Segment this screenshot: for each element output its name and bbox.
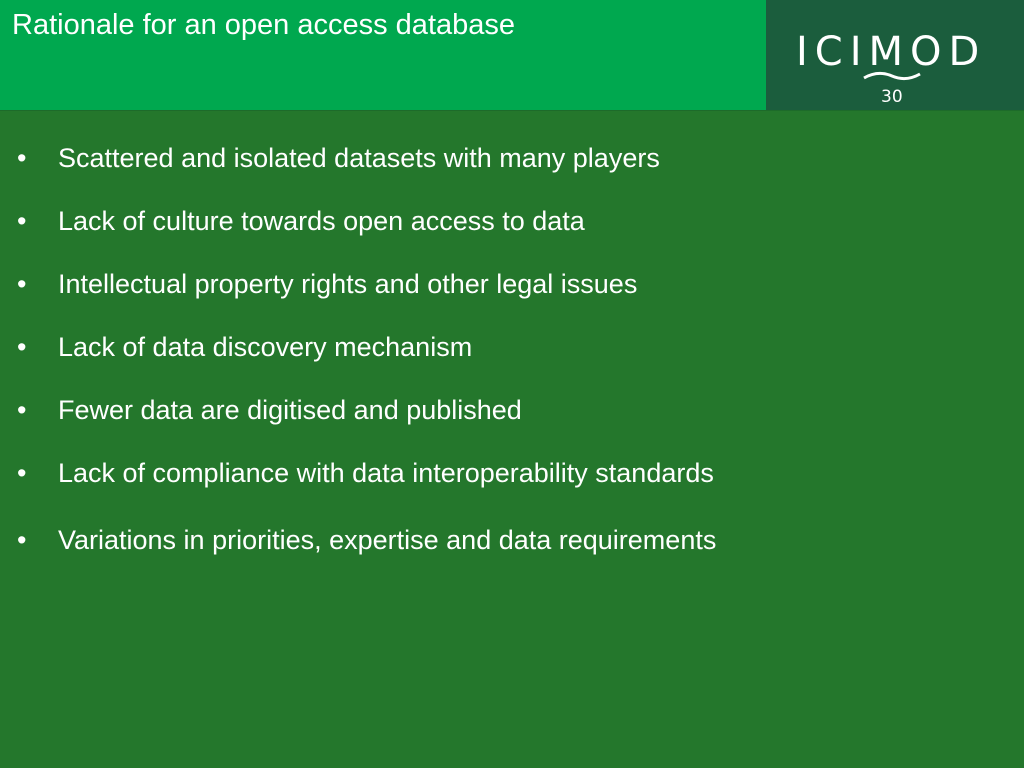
list-item [0,201,1000,264]
bullet-text: Fewer data are digitised and published [58,395,522,425]
bullet-icon: • [17,206,27,236]
bullet-text: Intellectual property rights and other legal issues [58,269,638,299]
list-item [0,390,1000,453]
bullet-text: Variations in priorities, expertise and data requirements [58,525,717,555]
bullet-text: Lack of compliance with data interoperability standards [58,458,714,488]
bullet-icon: • [17,332,27,362]
bullet-icon: • [17,525,27,555]
logo-anniversary: 30 [881,87,903,107]
logo-wordmark: ICIMOD [796,29,987,75]
bullet-text: Lack of culture towards open access to data [58,206,585,236]
list-item [0,264,1000,327]
list-item [0,327,1000,390]
slide-header [0,0,1024,111]
slide-title: Rationale for an open access database [12,9,516,41]
icimod-logo [766,0,1024,110]
bullet-text: Scattered and isolated datasets with many players [58,143,660,173]
bullet-text: Lack of data discovery mechanism [58,332,473,362]
list-item [0,520,1000,583]
bullet-list [0,138,1000,583]
bullet-icon: • [17,269,27,299]
list-item [0,453,1000,516]
bullet-icon: • [17,143,27,173]
bullet-icon: • [17,458,27,488]
list-item [0,138,1000,201]
logo-graphic [766,0,1024,110]
bullet-icon: • [17,395,27,425]
